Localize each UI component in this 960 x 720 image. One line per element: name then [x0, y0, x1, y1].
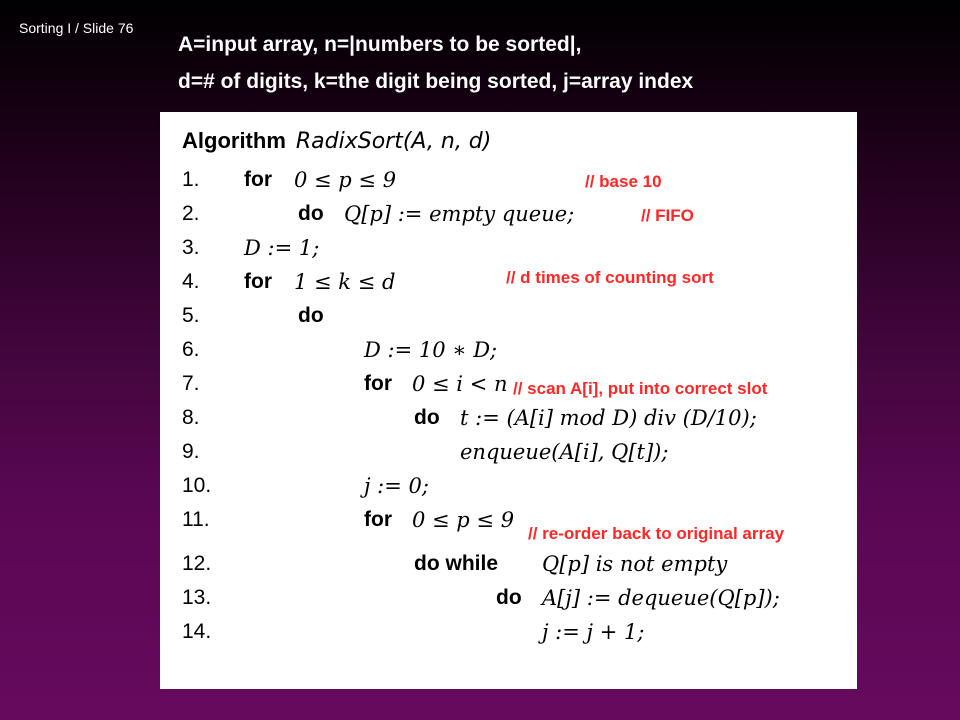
- line-number: 7.: [182, 372, 200, 395]
- line-code: D := 10 ∗ D;: [364, 338, 498, 362]
- slide-number: Sorting I / Slide 76: [19, 20, 134, 36]
- line-code: 1 ≤ k ≤ d: [294, 270, 396, 294]
- algorithm-keyword: Algorithm: [182, 128, 286, 153]
- line-code: 0 ≤ p ≤ 9: [294, 168, 397, 192]
- comment-reorder: // re-order back to original array: [528, 524, 785, 543]
- line-keyword: do: [298, 202, 324, 225]
- line-number: 1.: [182, 168, 200, 191]
- line-keyword: do: [414, 406, 440, 429]
- line-number: 6.: [182, 338, 200, 361]
- line-code: D := 1;: [244, 236, 320, 260]
- line-code: 0 ≤ i < n: [412, 372, 508, 396]
- line-number: 9.: [182, 440, 200, 463]
- line-number: 14.: [182, 620, 212, 643]
- line-keyword: for: [244, 168, 272, 191]
- algorithm-header: [182, 128, 491, 154]
- line-number: 11.: [182, 508, 210, 531]
- algorithm-name: RadixSort(A, n, d): [295, 129, 492, 154]
- line-number: 13.: [182, 586, 212, 609]
- algorithm-panel: [160, 112, 857, 689]
- line-number: 8.: [182, 406, 200, 429]
- title-line-1: A=input array, n=|numbers to be sorted|,: [178, 33, 582, 56]
- line-keyword: do: [496, 586, 522, 609]
- line-code: t := (A[i] mod D) div (D/10);: [460, 406, 757, 430]
- line-keyword: for: [364, 372, 392, 395]
- line-keyword: for: [244, 270, 272, 293]
- comment-fifo: // FIFO: [641, 206, 694, 225]
- line-number: 3.: [182, 236, 200, 259]
- comment-scan: // scan A[i], put into correct slot: [513, 379, 768, 398]
- comment-base-10: // base 10: [585, 172, 662, 191]
- line-number: 10.: [182, 474, 212, 497]
- comment-counting-sort: // d times of counting sort: [506, 268, 714, 287]
- line-keyword: for: [364, 508, 392, 531]
- title-line-2: d=# of digits, k=the digit being sorted, j=array index: [178, 70, 694, 93]
- line-number: 12.: [182, 552, 212, 575]
- line-code: enqueue(A[i], Q[t]);: [460, 440, 669, 464]
- line-code: Q[p] := empty queue;: [344, 202, 575, 226]
- line-code: 0 ≤ p ≤ 9: [412, 508, 515, 532]
- line-keyword: do while: [414, 552, 498, 575]
- line-code: A[j] := dequeue(Q[p]);: [542, 586, 780, 610]
- line-code: j := 0;: [364, 474, 429, 498]
- line-number: 4.: [182, 270, 200, 293]
- line-number: 2.: [182, 202, 200, 225]
- line-code: j := j + 1;: [542, 620, 645, 644]
- slide-title: [178, 26, 920, 100]
- line-number: 5.: [182, 304, 200, 327]
- line-code: Q[p] is not empty: [542, 552, 728, 576]
- line-keyword: do: [298, 304, 324, 327]
